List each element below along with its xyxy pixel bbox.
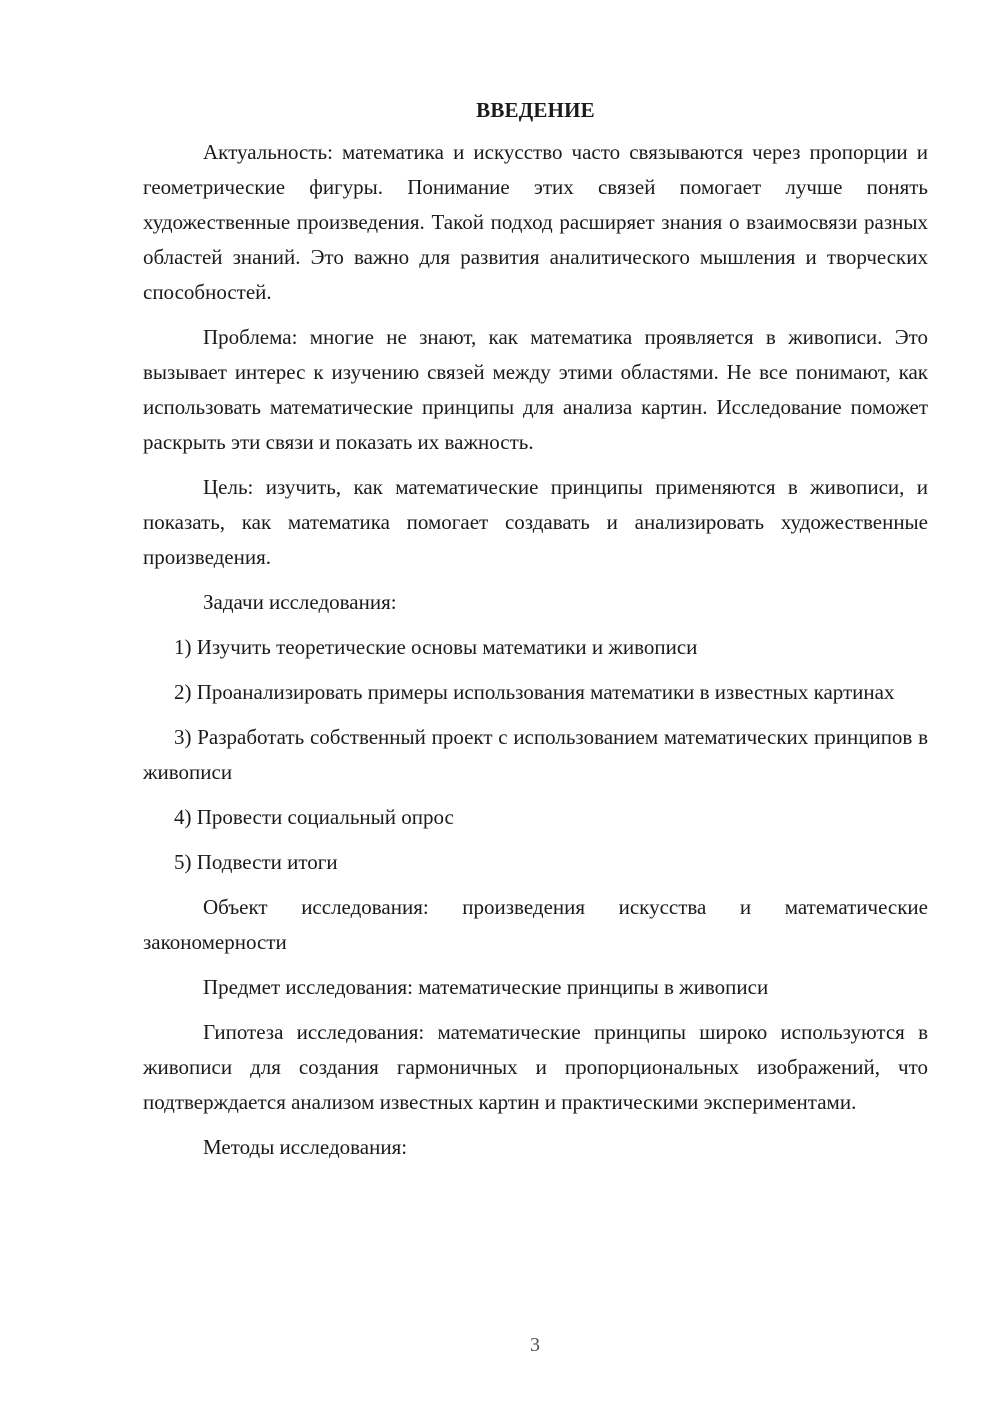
tasks-title: Задачи исследования: — [203, 590, 397, 614]
hypothesis-paragraph: Гипотеза исследования: математические принципы широко используются в живописи для создания гармоничных и пропорциональных изображений, что подтверждается анализом известных картин и практическими экспериментами. — [143, 1020, 928, 1114]
relevance-paragraph: Актуальность: математика и искусство часто связываются через пропорции и геометрические фигуры. Понимание этих связей помогает лучше понять художественные произведения. Такой подход расширяет знания о взаимосвязи разных областей знаний. Это важно для развития аналитического мышления и творческих способностей. — [143, 140, 928, 304]
problem-paragraph: Проблема: многие не знают, как математика проявляется в живописи. Это вызывает интерес к изучению связей между этими областями. Не все понимают, как использовать математические принципы для анализа картин. Исследование поможет раскрыть эти связи и показать их важность. — [143, 325, 928, 454]
task-item: 5) Подвести итоги — [174, 850, 338, 874]
task-item: 4) Провести социальный опрос — [174, 805, 454, 829]
methods-title: Методы исследования: — [203, 1135, 408, 1159]
object-paragraph: Объект исследования: произведения искусства и математические закономерности — [143, 895, 928, 954]
subject-paragraph: Предмет исследования: математические принципы в живописи — [203, 975, 769, 999]
task-item: 1) Изучить теоретические основы математики и живописи — [174, 635, 698, 659]
task-item: 2) Проанализировать примеры использования математики в известных картинах — [174, 680, 895, 704]
page-title: ВВЕДЕНИЕ — [476, 98, 595, 122]
task-item: 3) Разработать собственный проект с использованием математических принципов в живописи — [143, 725, 928, 784]
goal-paragraph: Цель: изучить, как математические принципы применяются в живописи, и показать, как математика помогает создавать и анализировать художественные произведения. — [143, 475, 928, 569]
page-number: 3 — [530, 1334, 540, 1356]
document-page — [143, 95, 928, 1175]
